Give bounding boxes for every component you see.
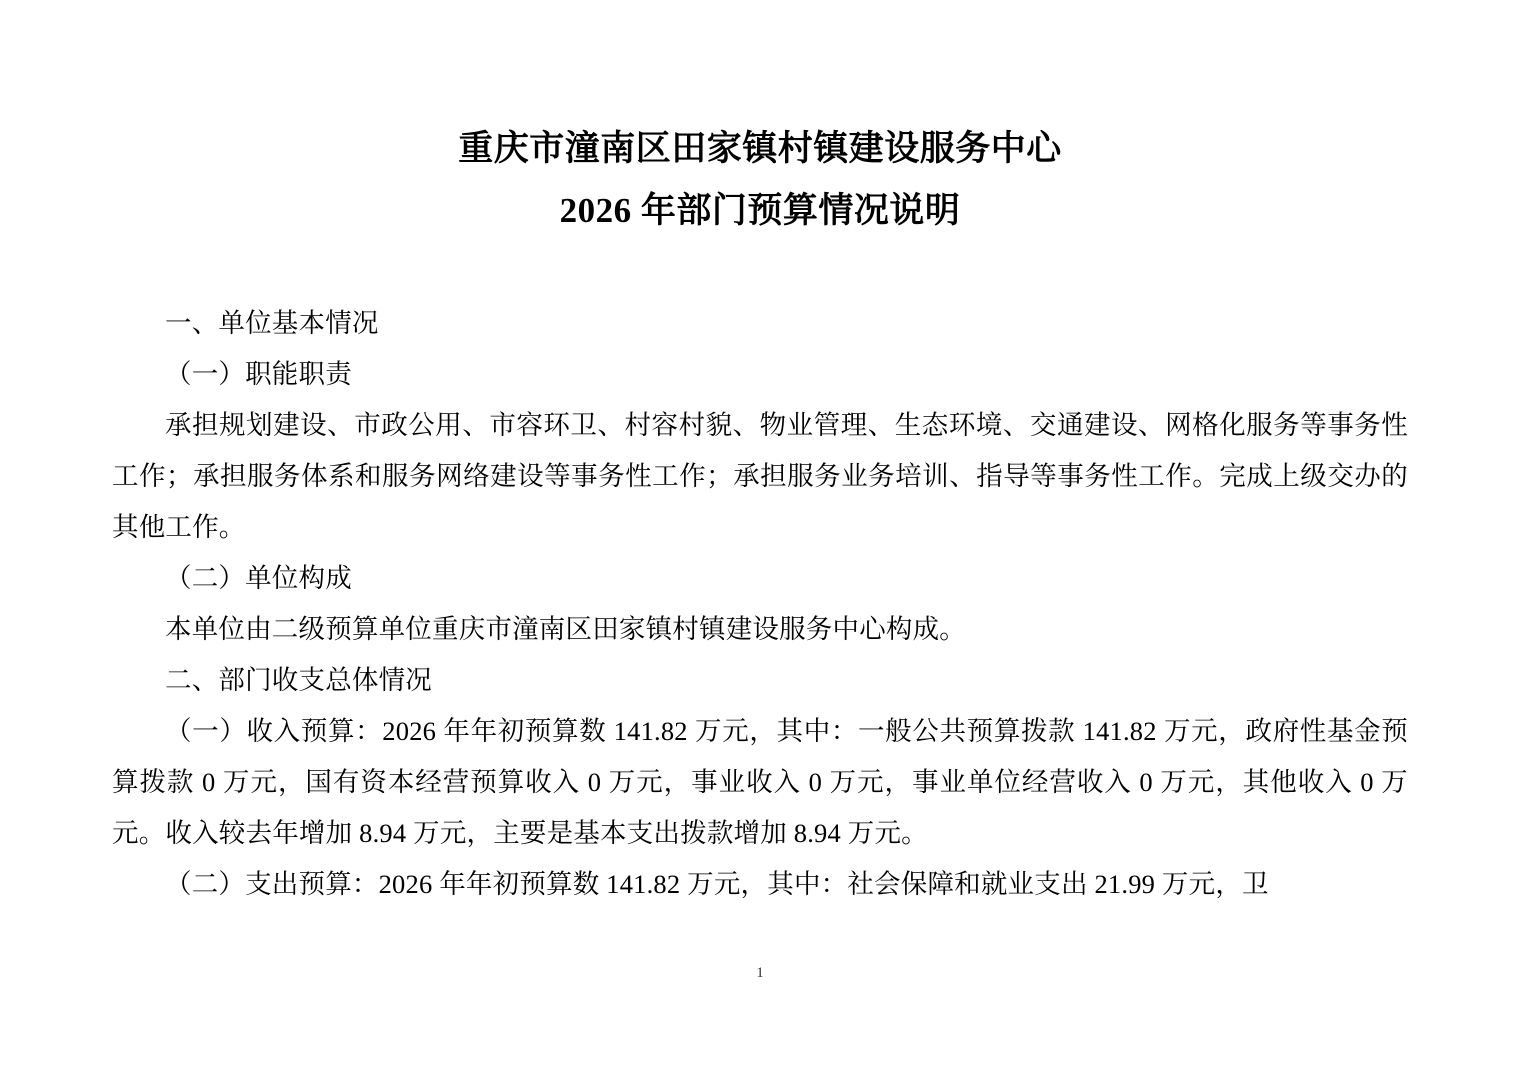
section-1-2-heading: （二）单位构成 xyxy=(165,563,352,593)
section-1-1-body: 承担规划建设、市政公用、市容环卫、村容村貌、物业管理、生态环境、交通建设、网格化服务等事务性工作；承担服务体系和服务网络建设等事务性工作；承担服务业务培训、指导等事务性工作。完成上级交办的其他工作。 xyxy=(112,410,1408,542)
section-1-heading: 一、单位基本情况 xyxy=(165,308,379,338)
section-2-2-body: （二）支出预算：2026 年年初预算数 141.82 万元，其中：社会保障和就业支出 21.99 万元，卫 xyxy=(165,869,1269,899)
page-number: 1 xyxy=(756,965,764,981)
section-1-2-body: 本单位由二级预算单位重庆市潼南区田家镇村镇建设服务中心构成。 xyxy=(165,614,966,644)
page-title-line-1: 重庆市潼南区田家镇村镇建设服务中心 xyxy=(458,129,1062,168)
title-spacer xyxy=(112,242,1408,298)
page-title-line-2: 2026 年部门预算情况说明 xyxy=(559,191,961,230)
section-1-1-heading: （一）职能职责 xyxy=(165,359,352,389)
page-title xyxy=(112,118,1408,242)
section-2-heading: 二、部门收支总体情况 xyxy=(165,665,432,695)
document-body xyxy=(112,0,1408,910)
section-2-1-body: （一）收入预算：2026 年年初预算数 141.82 万元，其中：一般公共预算拨款 141.82 万元，政府性基金预算拨款 0 万元，国有资本经营预算收入 0 万元，事业收入 0 万元，事业单位经营收入 0 万元，其他收入 0 万元。收入较去年增加 8.94 万元，主要是基本支出拨款增加 8.94 万元。 xyxy=(112,716,1408,848)
